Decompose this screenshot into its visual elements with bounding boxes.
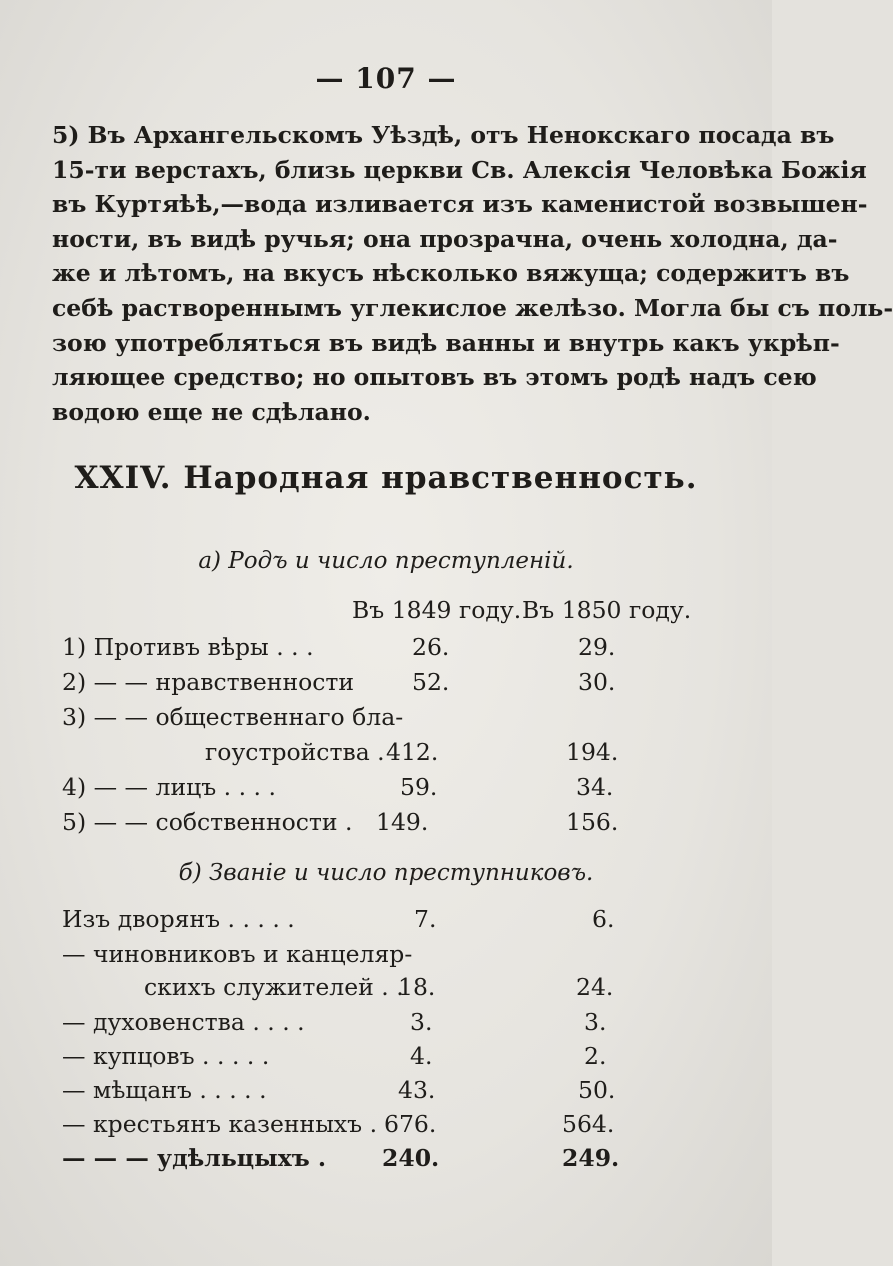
row-label: — мѣщанъ . . . . . bbox=[62, 1076, 267, 1104]
row-label: — чиновниковъ и канцеляр- bbox=[62, 940, 413, 968]
paragraph-archangelsk-spring bbox=[52, 118, 893, 429]
table-row bbox=[0, 1110, 772, 1144]
header-1849: Въ 1849 году. bbox=[352, 596, 522, 624]
row-label: — — — удѣльцыхъ . bbox=[62, 1144, 327, 1172]
row-label: 1) Противъ вѣры . . . bbox=[62, 633, 314, 661]
paragraph-line: себѣ раствореннымъ углекислое желѣзо. Могла бы съ поль- bbox=[52, 293, 893, 322]
value-1849: 43. bbox=[398, 1076, 436, 1104]
table-row bbox=[0, 973, 772, 1007]
row-label: — крестьянъ казенныхъ . bbox=[62, 1110, 378, 1138]
value-1850: 156. bbox=[566, 808, 619, 836]
paragraph-line: ности, въ видѣ ручья; она прозрачна, очень холодна, да- bbox=[52, 224, 838, 253]
value-1849: 149. bbox=[376, 808, 429, 836]
table-row bbox=[0, 668, 772, 702]
subsection-a-title: а) Родъ и число преступленій. bbox=[198, 548, 574, 574]
value-1850: 249. bbox=[562, 1144, 620, 1172]
value-1849: 240. bbox=[382, 1144, 440, 1172]
table-a-header bbox=[0, 596, 772, 630]
value-1849: 4. bbox=[410, 1042, 433, 1070]
row-label: Изъ дворянъ . . . . . bbox=[62, 905, 295, 933]
value-1850: 30. bbox=[578, 668, 616, 696]
value-1849: 59. bbox=[400, 773, 438, 801]
table-row bbox=[0, 940, 772, 974]
paragraph-line: водою еще не сдѣлано. bbox=[52, 397, 371, 426]
table-row bbox=[0, 1042, 772, 1076]
subsection-b-title: б) Званіе и число преступниковъ. bbox=[178, 860, 594, 886]
row-label: 3) — — общественнаго бла- bbox=[62, 703, 404, 731]
value-1849: 676. bbox=[384, 1110, 437, 1138]
paragraph-line: же и лѣтомъ, на вкусъ нѣсколько вяжуща; содержитъ въ bbox=[52, 259, 850, 288]
paragraph-line: 15-ти верстахъ, близь церкви Св. Алексія Человѣка Божія bbox=[52, 155, 867, 184]
row-label: 4) — — лицъ . . . . bbox=[62, 773, 276, 801]
table-row bbox=[0, 808, 772, 842]
value-1849: 412. bbox=[386, 738, 439, 766]
value-1849: 26. bbox=[412, 633, 450, 661]
row-label: — купцовъ . . . . . bbox=[62, 1042, 270, 1070]
table-row bbox=[0, 1144, 772, 1178]
value-1850: 29. bbox=[578, 633, 616, 661]
row-label: 2) — — нравственности bbox=[62, 668, 355, 696]
table-row bbox=[0, 738, 772, 772]
value-1850: 2. bbox=[584, 1042, 607, 1070]
paragraph-line: ляющее средство; но опытовъ въ этомъ родѣ надъ сею bbox=[52, 363, 817, 392]
page-number: — 107 — bbox=[315, 62, 457, 95]
value-1849: 3. bbox=[410, 1008, 433, 1036]
value-1850: 50. bbox=[578, 1076, 616, 1104]
paragraph-line: 5) Въ Архангельскомъ Уѣздѣ, отъ Ненокскаго посада въ bbox=[52, 121, 835, 149]
row-label: — духовенства . . . . bbox=[62, 1008, 305, 1036]
value-1850: 34. bbox=[576, 773, 614, 801]
table-row bbox=[0, 773, 772, 807]
value-1849: 52. bbox=[412, 668, 450, 696]
table-row bbox=[0, 703, 772, 737]
row-label: 5) — — собственности . bbox=[62, 808, 353, 836]
value-1850: 3. bbox=[584, 1008, 607, 1036]
paragraph-line: зою употребляться въ видѣ ванны и внутрь какъ укрѣп- bbox=[52, 328, 840, 357]
row-label: гоустройства . bbox=[205, 738, 385, 766]
value-1850: 194. bbox=[566, 738, 619, 766]
table-row bbox=[0, 633, 772, 667]
table-row bbox=[0, 1076, 772, 1110]
value-1849: 18. bbox=[398, 973, 436, 1001]
value-1850: 564. bbox=[562, 1110, 615, 1138]
table-row bbox=[0, 905, 772, 939]
value-1850: 24. bbox=[576, 973, 614, 1001]
section-heading: XXIV. Народная нравственность. bbox=[74, 460, 698, 496]
row-label: скихъ служителей . . bbox=[144, 973, 404, 1001]
table-row bbox=[0, 1008, 772, 1042]
value-1849: 7. bbox=[414, 905, 437, 933]
header-1850: Въ 1850 году. bbox=[522, 596, 692, 624]
value-1850: 6. bbox=[592, 905, 615, 933]
paragraph-line: въ Куртяѣѣ,—вода изливается изъ каменистой возвышен- bbox=[52, 190, 868, 219]
